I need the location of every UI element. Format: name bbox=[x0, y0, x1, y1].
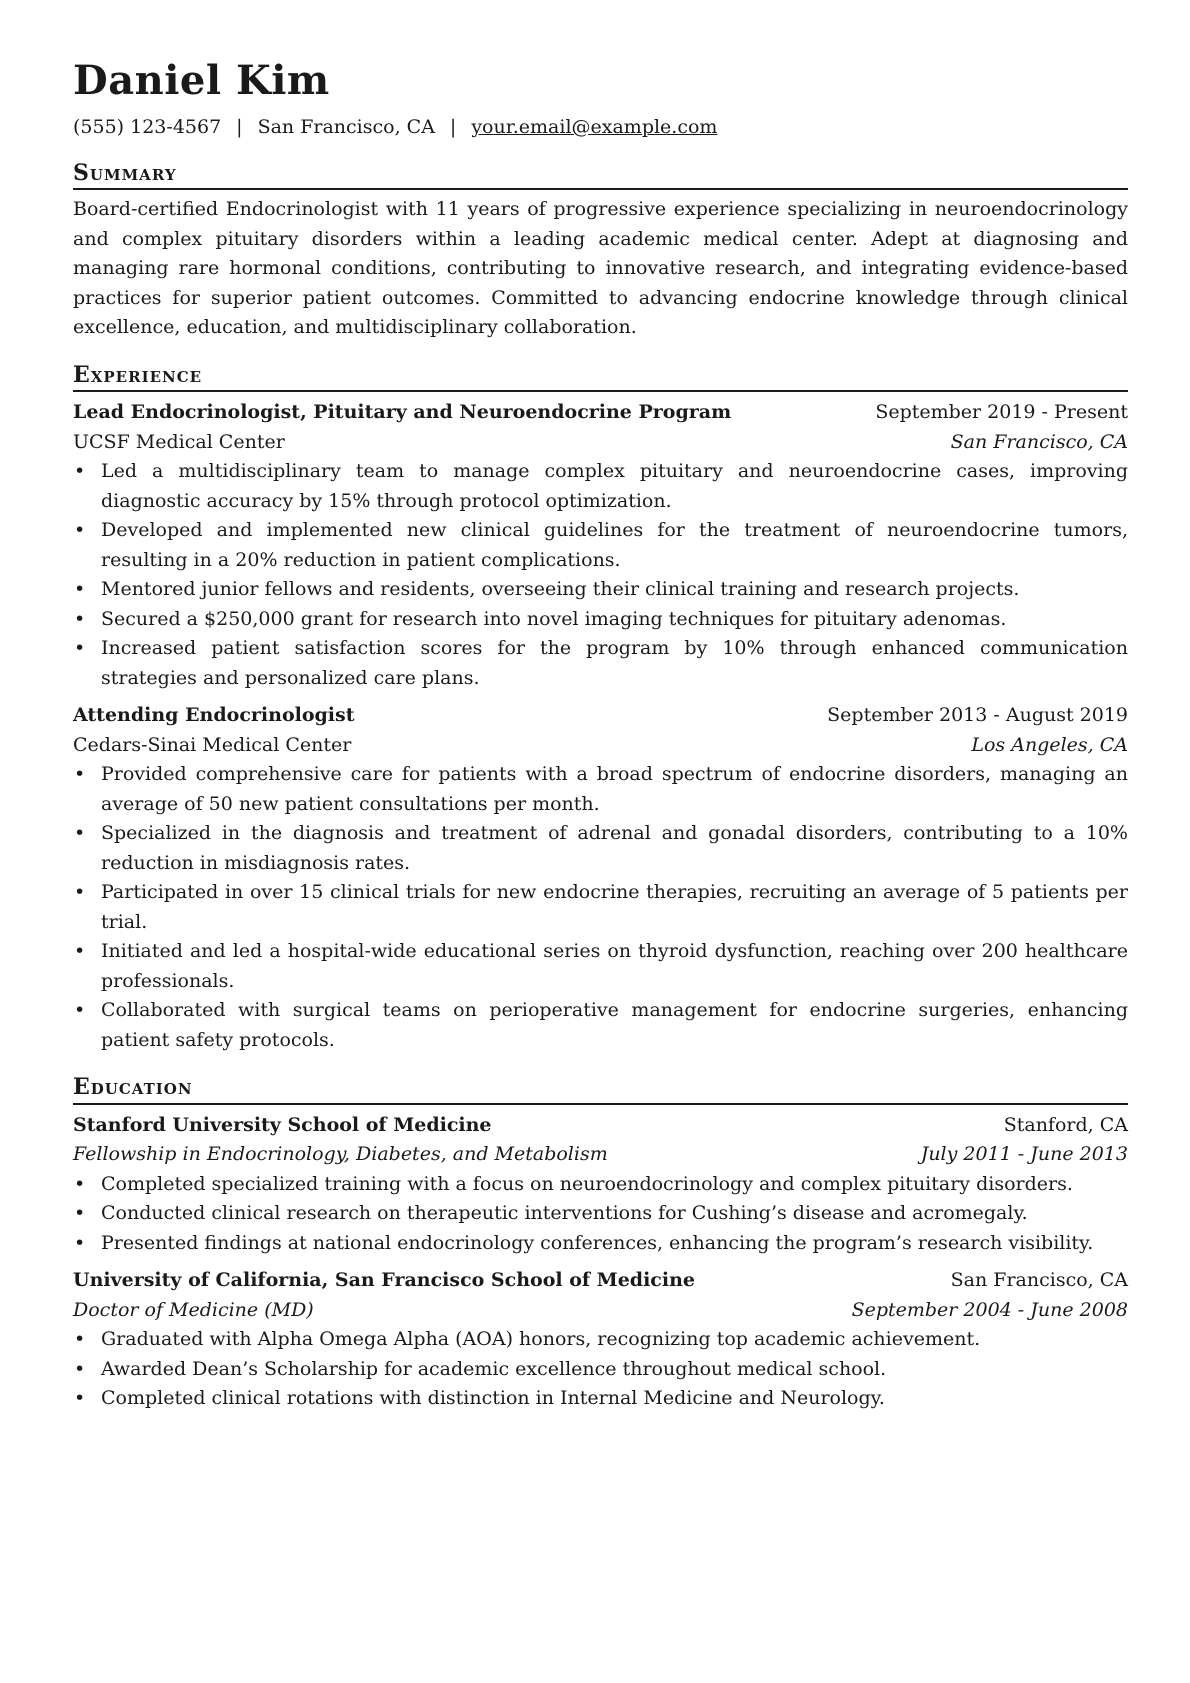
bullet-item: • Graduated with Alpha Omega Alpha (AOA) honors, recognizing top academic achievement. bbox=[101, 1325, 1128, 1355]
job-bullets bbox=[73, 760, 1128, 1055]
section-title-experience: Experience bbox=[73, 361, 1128, 393]
education-entry bbox=[73, 1111, 1128, 1259]
summary-section bbox=[73, 159, 1128, 343]
summary-text: Board-certified Endocrinologist with 11 years of progressive experience specializing in neuroendocrinology and complex pituitary disorders within a leading academic medical center. Adept at diagnosing and managing rare hormonal conditions, contributing to innovative research, and integrating evidence-based practices for superior patient outcomes. Committed to advancing endocrine knowledge through clinical excellence, education, and multidisciplinary collaboration. bbox=[73, 198, 1128, 339]
bullet-item: • Awarded Dean’s Scholarship for academic excellence throughout medical school. bbox=[101, 1355, 1128, 1385]
job-location: San Francisco, CA bbox=[950, 430, 1128, 453]
contact-separator: | bbox=[236, 116, 243, 138]
job-location: Los Angeles, CA bbox=[971, 733, 1128, 756]
job-entry bbox=[73, 701, 1128, 1055]
job-organization: Cedars-Sinai Medical Center bbox=[73, 733, 352, 756]
job-role: Lead Endocrinologist, Pituitary and Neuroendocrine Program bbox=[73, 401, 732, 424]
education-entry bbox=[73, 1266, 1128, 1414]
school-location: Stanford, CA bbox=[1003, 1113, 1128, 1136]
bullet-item: • Participated in over 15 clinical trials for new endocrine therapies, recruiting an average of 5 patients per trial. bbox=[101, 878, 1128, 937]
education-dates: July 2011 - June 2013 bbox=[920, 1143, 1128, 1166]
bullet-item: • Mentored junior fellows and residents, overseeing their clinical training and research projects. bbox=[101, 575, 1128, 605]
bullet-item: • Completed specialized training with a focus on neuroendocrinology and complex pituitary disorders. bbox=[101, 1170, 1128, 1200]
degree-name: Fellowship in Endocrinology, Diabetes, and Metabolism bbox=[73, 1143, 608, 1166]
degree-name: Doctor of Medicine (MD) bbox=[73, 1298, 314, 1321]
section-title-education: Education bbox=[73, 1073, 1128, 1105]
bullet-item: • Developed and implemented new clinical guidelines for the treatment of neuroendocrine tumors, resulting in a 20% reduction in patient complications. bbox=[101, 516, 1128, 575]
education-section bbox=[73, 1073, 1128, 1414]
email-link[interactable]: your.email@example.com bbox=[471, 116, 718, 138]
bullet-item: • Presented findings at national endocrinology conferences, enhancing the program’s research visibility. bbox=[101, 1229, 1128, 1259]
bullet-item: • Specialized in the diagnosis and treatment of adrenal and gonadal disorders, contributing to a 10% reduction in misdiagnosis rates. bbox=[101, 819, 1128, 878]
job-dates: September 2019 - Present bbox=[875, 401, 1128, 424]
job-role: Attending Endocrinologist bbox=[73, 704, 355, 727]
bullet-item: • Secured a $250,000 grant for research into novel imaging techniques for pituitary adenomas. bbox=[101, 605, 1128, 635]
contact-separator: | bbox=[449, 116, 457, 138]
section-title-summary: Summary bbox=[73, 159, 1128, 191]
job-bullets bbox=[73, 457, 1128, 693]
bullet-item: • Led a multidisciplinary team to manage complex pituitary and neuroendocrine cases, improving diagnostic accuracy by 15% through protocol optimization. bbox=[101, 457, 1128, 516]
bullet-item: • Conducted clinical research on therapeutic interventions for Cushing’s disease and acromegaly. bbox=[101, 1199, 1128, 1229]
phone-number: (555) 123-4567 bbox=[73, 116, 222, 138]
experience-section bbox=[73, 361, 1128, 1056]
contact-location: San Francisco, CA bbox=[257, 116, 435, 138]
contact-line bbox=[73, 114, 1128, 141]
school-location: San Francisco, CA bbox=[950, 1269, 1128, 1292]
education-dates: September 2004 - June 2008 bbox=[851, 1298, 1128, 1321]
bullet-item: • Completed clinical rotations with distinction in Internal Medicine and Neurology. bbox=[101, 1384, 1128, 1414]
job-dates: September 2013 - August 2019 bbox=[827, 704, 1128, 727]
bullet-item: • Provided comprehensive care for patients with a broad spectrum of endocrine disorders, managing an average of 50 new patient consultations per month. bbox=[101, 760, 1128, 819]
bullet-item: • Collaborated with surgical teams on perioperative management for endocrine surgeries, enhancing patient safety protocols. bbox=[101, 996, 1128, 1055]
bullet-item: • Initiated and led a hospital-wide educational series on thyroid dysfunction, reaching over 200 healthcare professionals. bbox=[101, 937, 1128, 996]
education-bullets bbox=[73, 1170, 1128, 1259]
resume-page bbox=[73, 56, 1128, 1414]
candidate-name: Daniel Kim bbox=[73, 57, 330, 104]
school-name: University of California, San Francisco School of Medicine bbox=[73, 1269, 695, 1292]
school-name: Stanford University School of Medicine bbox=[73, 1113, 492, 1136]
job-organization: UCSF Medical Center bbox=[73, 430, 285, 453]
job-entry bbox=[73, 398, 1128, 693]
bullet-item: • Increased patient satisfaction scores for the program by 10% through enhanced communication strategies and personalized care plans. bbox=[101, 634, 1128, 693]
education-bullets bbox=[73, 1325, 1128, 1414]
